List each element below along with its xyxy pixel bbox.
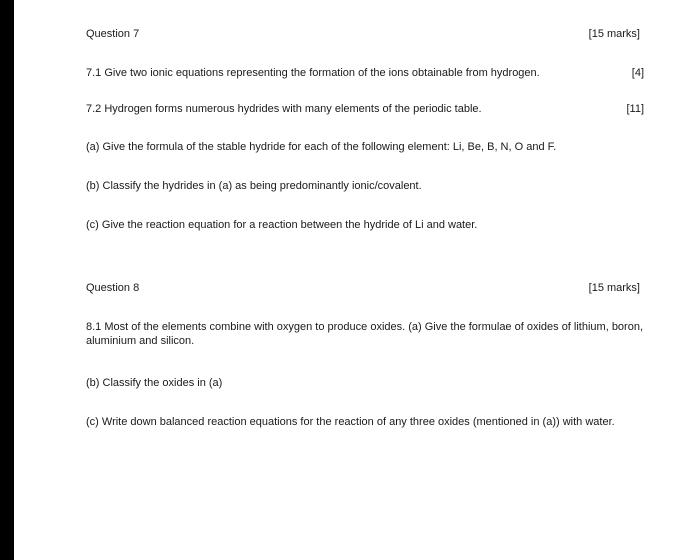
question-7-1-marks: [4] (631, 67, 644, 79)
question-7-2-text: 7.2 Hydrogen forms numerous hydrides with many elements of the periodic table. (86, 103, 482, 115)
question-7-2c: (c) Give the reaction equation for a reaction between the hydride of Li and water. (86, 219, 478, 231)
question-8-heading: Question 8 (86, 282, 140, 294)
document-page (14, 0, 700, 560)
question-7-1-text: 7.1 Give two ionic equations representing the formation of the ions obtainable from hydrogen. (86, 67, 540, 79)
question-7-heading: Question 7 (86, 28, 140, 40)
question-8-1c: (c) Write down balanced reaction equations for the reaction of any three oxides (mentioned in (a)) with water. (86, 416, 615, 428)
question-7-2b: (b) Classify the hydrides in (a) as being predominantly ionic/covalent. (86, 180, 422, 192)
question-7-2a: (a) Give the formula of the stable hydride for each of the following element: Li, Be, B, N, O and F. (86, 141, 557, 153)
question-8-marks: [15 marks] (588, 282, 640, 294)
question-7-marks: [15 marks] (588, 28, 640, 40)
left-dark-edge (0, 0, 14, 560)
question-8-1-text: 8.1 Most of the elements combine with oxygen to produce oxides. (a) Give the formulae of oxides of lithium, boron, aluminium and silicon. (86, 321, 644, 347)
question-8-1b: (b) Classify the oxides in (a) (86, 377, 223, 389)
question-7-2-marks: [11] (626, 103, 644, 115)
